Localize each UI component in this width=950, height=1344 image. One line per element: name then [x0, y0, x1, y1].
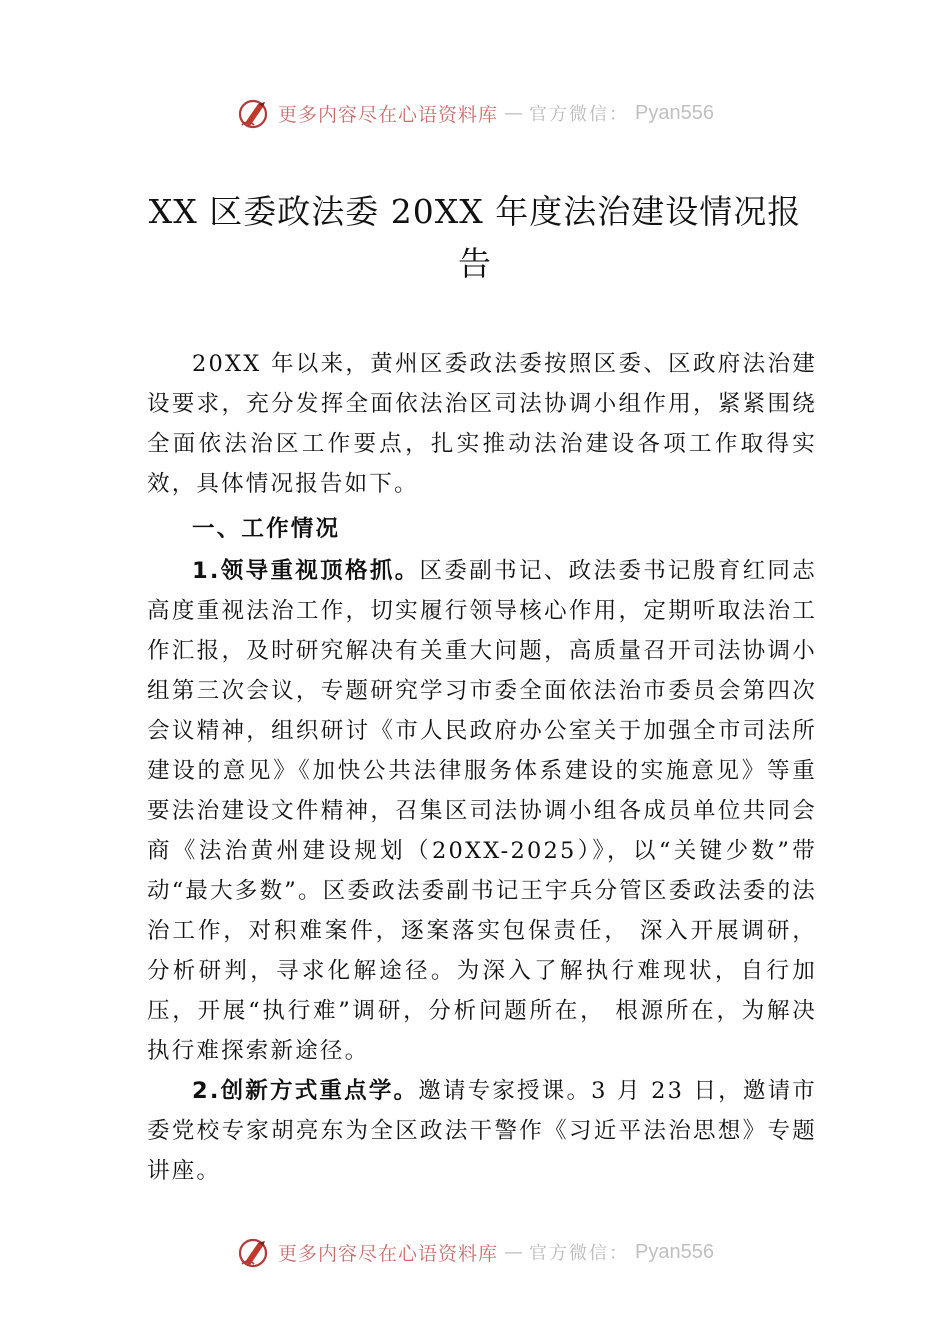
header-banner: [0, 91, 950, 135]
section-heading: 一、工作情况: [192, 516, 341, 542]
banner-dash: —: [504, 102, 524, 124]
item2-paragraph: [147, 1071, 817, 1184]
item1-body: 区委副书记、政法委书记殷育红同志高度重视法治工作，切实履行领导核心作用，定期听取法治工作汇报，及时研究解决有关重大问题，高质量召开司法协调小组第三次会议，专题研究学习市委全面依法治市委员会第四次会议精神，组织研讨《市人民政府办公室关于加强全市司法所建设的意见》《加快公共法律服务体系建设的实施意见》等重要法治建设文件精神，召集区司法协调小组各成员单位共同会商《法治黄州建设规划（20XX-2025）》，以“关键少数”带动“最大多数”。区委政法委副书记王宇兵分管区委政法委的法治工作，对积难案件，逐案落实包保责任， 深入开展调研，分析研判，寻求化解途径。为深入了解执行难现状，自行加压，开展“执行难”调研，分析问题所在， 根源所在，为解决执行难探索新途径。: [147, 558, 817, 1064]
item2-lead: 2.创新方式重点学。: [192, 1078, 419, 1104]
banner-dash: —: [504, 1241, 524, 1263]
brand-text: 更多内容尽在心语资料库: [278, 103, 499, 126]
document-title: XX 区委政法委 20XX 年度法治建设情况报告: [148, 192, 802, 283]
intro-paragraph: 20XX 年以来，黄州区委政法委按照区委、区政府法治建设要求，充分发挥全面依法治区司法协调小组作用，紧紧围绕全面依法治区工作要点，扎实推动法治建设各项工作取得实效，具体情况报告如下。: [147, 351, 817, 497]
item2-body: 邀请专家授课。3 月 23 日，邀请市委党校专家胡亮东为全区政法干警作《习近平法治思想》专题讲座。: [147, 1078, 817, 1184]
pen-logo-icon: [236, 95, 272, 131]
wechat-label: 官方微信：: [529, 1243, 630, 1264]
document-body: [147, 344, 817, 1184]
wechat-account: Pyan556: [635, 1240, 714, 1263]
item1-lead: 1.领导重视顶格抓。: [192, 558, 420, 584]
wechat-label: 官方微信：: [529, 104, 630, 125]
wechat-account: Pyan556: [635, 101, 714, 124]
footer-banner: [0, 1230, 950, 1274]
item1-paragraph: [147, 551, 817, 1071]
pen-logo-icon: [236, 1234, 272, 1270]
brand-text: 更多内容尽在心语资料库: [278, 1242, 499, 1265]
